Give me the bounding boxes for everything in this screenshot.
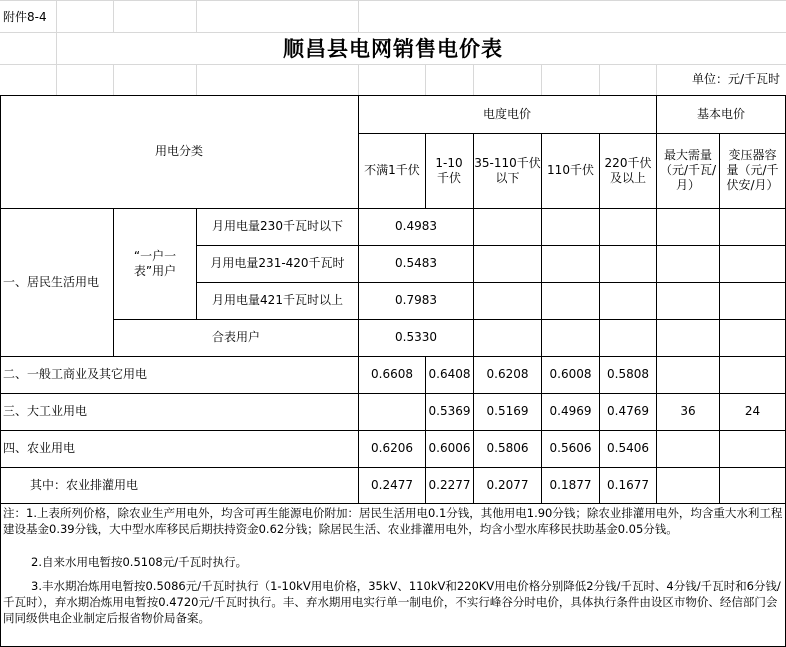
- price-cell: 0.6006: [428, 441, 471, 455]
- max-demand-cell: 36: [680, 404, 696, 418]
- row-label-residential: 一、居民生活用电: [3, 274, 100, 289]
- header-voltage-35-110kv: 35-110千伏以下: [474, 155, 541, 185]
- header-basic-price: 基本电价: [696, 106, 745, 121]
- gridline: [541, 64, 542, 95]
- gridline: [358, 0, 359, 32]
- header-category: 用电分类: [154, 144, 203, 158]
- header-voltage-1-10kv: 1-10千伏: [435, 155, 463, 185]
- price-cell: 0.5483: [395, 256, 437, 270]
- row-label-shared-meter: 合表用户: [211, 330, 260, 344]
- price-cell: 0.6208: [486, 367, 529, 381]
- gridline: [425, 64, 426, 95]
- header-voltage-220kv: 220千伏及以上: [604, 155, 652, 185]
- gridline: [0, 0, 786, 1]
- price-cell: 0.6008: [549, 367, 592, 381]
- row-label-industrial: 三、大工业用电: [3, 404, 88, 418]
- note-2: 2.自来水用电暂按0.5108元/千瓦时执行。: [31, 555, 248, 569]
- note-3: 3.丰水期冶炼用电暂按0.5086元/千瓦时执行（1-10kV用电价格，35kV、110kV和220KV用电价格分别降低2分钱/千瓦时、4分钱/千瓦时和6分钱/千瓦时），弃水期冶炼用电暂按0.4720元/千瓦时执行。丰、弃水期用电实行单一制电价，不实行峰谷分时电价，具体执行条件由设区市物价、经信部门会同同级供电企业制定后报省物价局备案。: [3, 579, 781, 625]
- gridline: [473, 64, 474, 95]
- note-1: 注：1.上表所列价格，除农业生产用电外，均含可再生能源电价附加：居民生活用电0.1分钱，其他用电1.90分钱；除农业排灌用电外，均含重大水利工程建设基金0.39分钱，大中型水库移民后期扶持资金0.62分钱；除居民生活、农业排灌用电外，均含小型水库移民扶助基金0.05分钱。: [3, 506, 783, 536]
- tier-label: 月用电量421千瓦时以上: [212, 293, 343, 307]
- price-cell: 0.5330: [395, 330, 437, 344]
- price-cell: 0.4983: [395, 219, 437, 233]
- price-cell: 0.4769: [607, 404, 649, 418]
- header-transformer-capacity: 变压器容量（元/千伏安/月）: [726, 148, 779, 192]
- price-cell: 0.5808: [607, 367, 649, 381]
- header-energy-price: 电度电价: [482, 106, 531, 121]
- price-cell: 0.6206: [371, 441, 413, 455]
- gridline: [113, 0, 114, 32]
- gridline: [196, 0, 197, 32]
- price-cell: 0.5806: [486, 441, 529, 455]
- price-cell: 0.6608: [371, 367, 413, 381]
- price-cell: 0.5606: [549, 441, 592, 455]
- price-cell: 0.1877: [549, 477, 592, 492]
- price-cell: 0.2477: [371, 477, 413, 492]
- price-cell: 0.5369: [428, 404, 471, 418]
- page-title: 顺昌县电网销售电价表: [283, 35, 503, 61]
- header-voltage-110kv: 110千伏: [547, 163, 594, 177]
- header-max-demand: 最大需量（元/千瓦/月）: [659, 148, 717, 192]
- price-cell: 0.1677: [607, 477, 649, 492]
- header-voltage-under-1kv: 不满1千伏: [364, 163, 420, 177]
- price-cell: 0.6408: [428, 367, 471, 381]
- attachment-label: 附件8-4: [3, 9, 47, 24]
- transformer-cell: 24: [744, 404, 761, 418]
- tier-label: 月用电量230千瓦时以下: [212, 219, 343, 233]
- gridline: [358, 64, 359, 95]
- unit-label: 单位：元/千瓦时: [691, 72, 780, 86]
- row-label-one-meter-users: “一户一表”用户: [133, 248, 177, 278]
- price-cell: 0.5406: [607, 441, 649, 455]
- price-cell: 0.7983: [395, 293, 437, 307]
- price-cell: 0.5169: [486, 404, 529, 418]
- gridline: [113, 64, 114, 95]
- price-cell: 0.2277: [428, 477, 471, 492]
- row-label-agriculture: 四、农业用电: [3, 441, 76, 455]
- row-label-irrigation: 其中：农业排灌用电: [30, 477, 139, 492]
- price-cell: 0.4969: [549, 404, 592, 418]
- gridline: [196, 64, 197, 95]
- row-label-general: 二、一般工商业及其它用电: [3, 367, 148, 381]
- price-cell: 0.2077: [486, 477, 529, 492]
- tier-label: 月用电量231-420千瓦时: [210, 256, 345, 270]
- table-border: [0, 503, 786, 504]
